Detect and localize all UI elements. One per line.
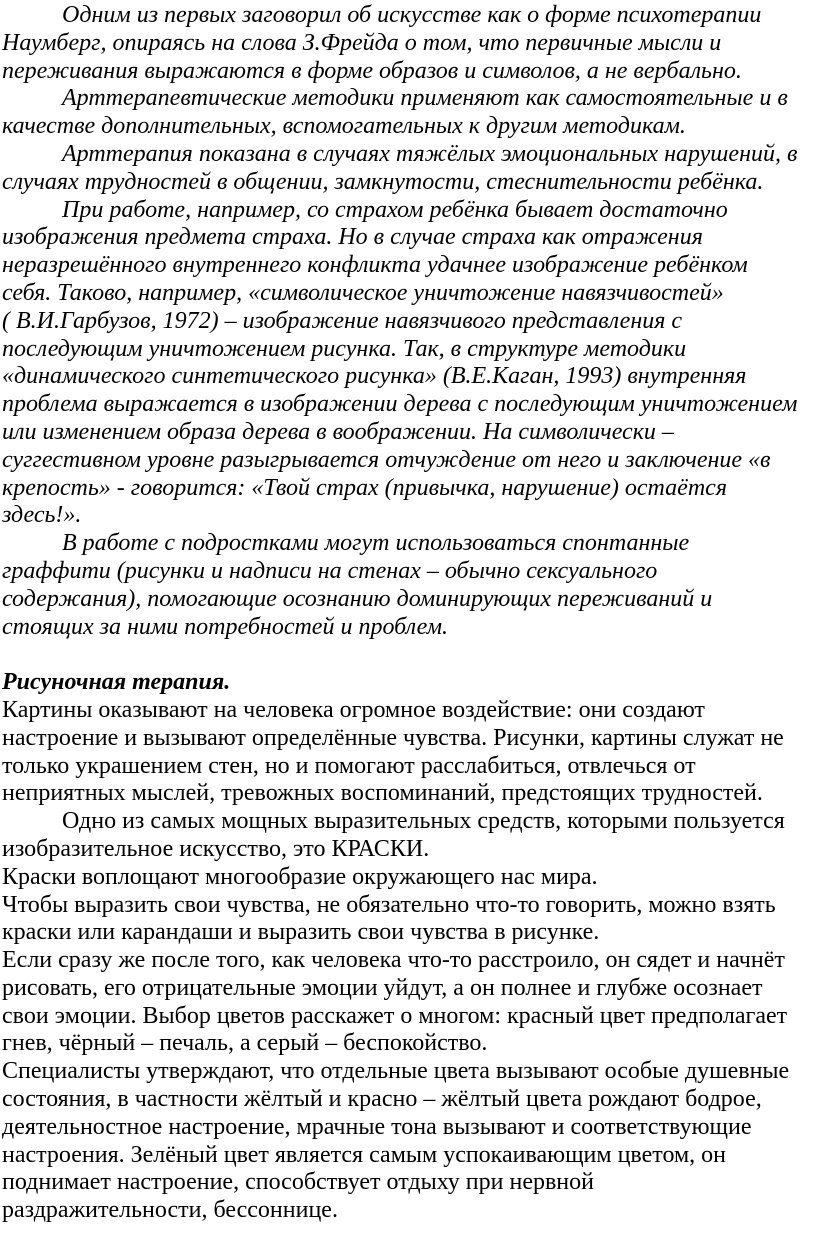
text-line: неприятных мыслей, тревожных воспоминаний, предстоящих трудностей. (2, 780, 763, 807)
text-line: себя. Таково, например, «символическое уничтожение навязчивостей» (2, 279, 724, 306)
text-line: суггестивном уровне разыгрывается отчуждение от него и заключение «в (2, 446, 771, 473)
text-line: состояния, в частности жёлтый и красно – жёлтый цвета рождают бодрое, (2, 1086, 762, 1113)
text-line: деятельностное настроение, мрачные тона вызывают и соответствующие (2, 1113, 752, 1140)
text-line: Арттерапевтические методики применяют как самостоятельные и в (62, 85, 788, 112)
text-line: гнев, чёрный – печаль, а серый – беспокойство. (2, 1030, 488, 1057)
text-line: В работе с подростками могут использоваться спонтанные (62, 530, 690, 557)
text-line: только украшением стен, но и помогают расслабиться, отвлечься от (2, 752, 696, 779)
text-line: «динамического синтетического рисунка» (В.Е.Каган, 1993) внутренняя (2, 363, 747, 390)
text-line: качестве дополнительных, вспомогательных к другим методикам. (2, 113, 686, 140)
text-line: здесь!». (2, 502, 82, 529)
text-line: Одним из первых заговорил об искусстве как о форме психотерапии (62, 2, 762, 28)
text-line: проблема выражается в изображении дерева с последующим уничтожением (2, 391, 798, 418)
text-line: изобразительное искусство, это КРАСКИ. (2, 835, 430, 862)
text-line: краски или карандаши и выразить свои чувства в рисунке. (2, 919, 600, 946)
text-line: настроения. Зелёный цвет является самым успокаивающим цветом, он (2, 1141, 727, 1168)
text-line: Специалисты утверждают, что отдельные цвета вызывают особые душевные (2, 1058, 790, 1085)
text-line: свои эмоции. Выбор цветов расскажет о многом: красный цвет предполагает (2, 1002, 788, 1029)
section-heading: Рисуночная терапия. (2, 669, 231, 696)
text-line: Если сразу же после того, как человека что-то расстроило, он сядет и начнёт (2, 947, 785, 974)
text-line: раздражительности, бессоннице. (2, 1197, 338, 1224)
text-line: переживания выражаются в форме образов и символов, а не вербально. (2, 57, 742, 84)
text-line: крепость» - говорится: «Твой страх (привычка, нарушение) остаётся (2, 474, 727, 501)
text-line: При работе, например, со страхом ребёнка бывает достаточно (62, 196, 728, 223)
text-line: Одно из самых мощных выразительных средств, которыми пользуется (62, 808, 785, 835)
text-line: стоящих за ними потребностей и проблем. (2, 613, 449, 640)
text-line: поднимает настроение, способствует отдыху при нервной (2, 1169, 594, 1196)
text-line: рисовать, его отрицательные эмоции уйдут, а он полнее и глубже осознает (2, 974, 763, 1001)
text-line: случаях трудностей в общении, замкнутости, стеснительности ребёнка. (2, 168, 764, 195)
text-line: Картины оказывают на человека огромное воздействие: они создают (2, 696, 705, 723)
text-line: неразрешённого внутреннего конфликта удачнее изображение ребёнком (2, 252, 748, 279)
text-line: граффити (рисунки и надписи на стенах – обычно сексуального (2, 557, 658, 584)
regular-section (2, 697, 816, 1225)
text-line: Наумберг, опираясь на слова З.Фрейда о том, что первичные мысли и (2, 29, 722, 56)
text-line: или изменением образа дерева в воображении. На символически – (2, 418, 674, 445)
text-line: Чтобы выразить свои чувства, не обязательно что-то говорить, можно взять (2, 891, 776, 918)
text-line: содержания), помогающие осознанию доминирующих переживаний и (2, 585, 713, 612)
text-line: Арттерапия показана в случаях тяжёлых эмоциональных нарушений, в (62, 140, 798, 167)
text-line: изображения предмета страха. Но в случае страха как отражения (2, 224, 703, 251)
text-line: последующим уничтожением рисунка. Так, в структуре методики (2, 335, 687, 362)
text-line: Краски воплощают многообразие окружающего нас мира. (2, 863, 598, 890)
text-line: настроение и вызывают определённые чувства. Рисунки, картины служат не (2, 724, 784, 751)
italic-section (2, 0, 816, 641)
paragraph-gap (2, 641, 816, 669)
text-line: ( В.И.Гарбузов, 1972) – изображение навязчивого представления с (2, 307, 683, 334)
